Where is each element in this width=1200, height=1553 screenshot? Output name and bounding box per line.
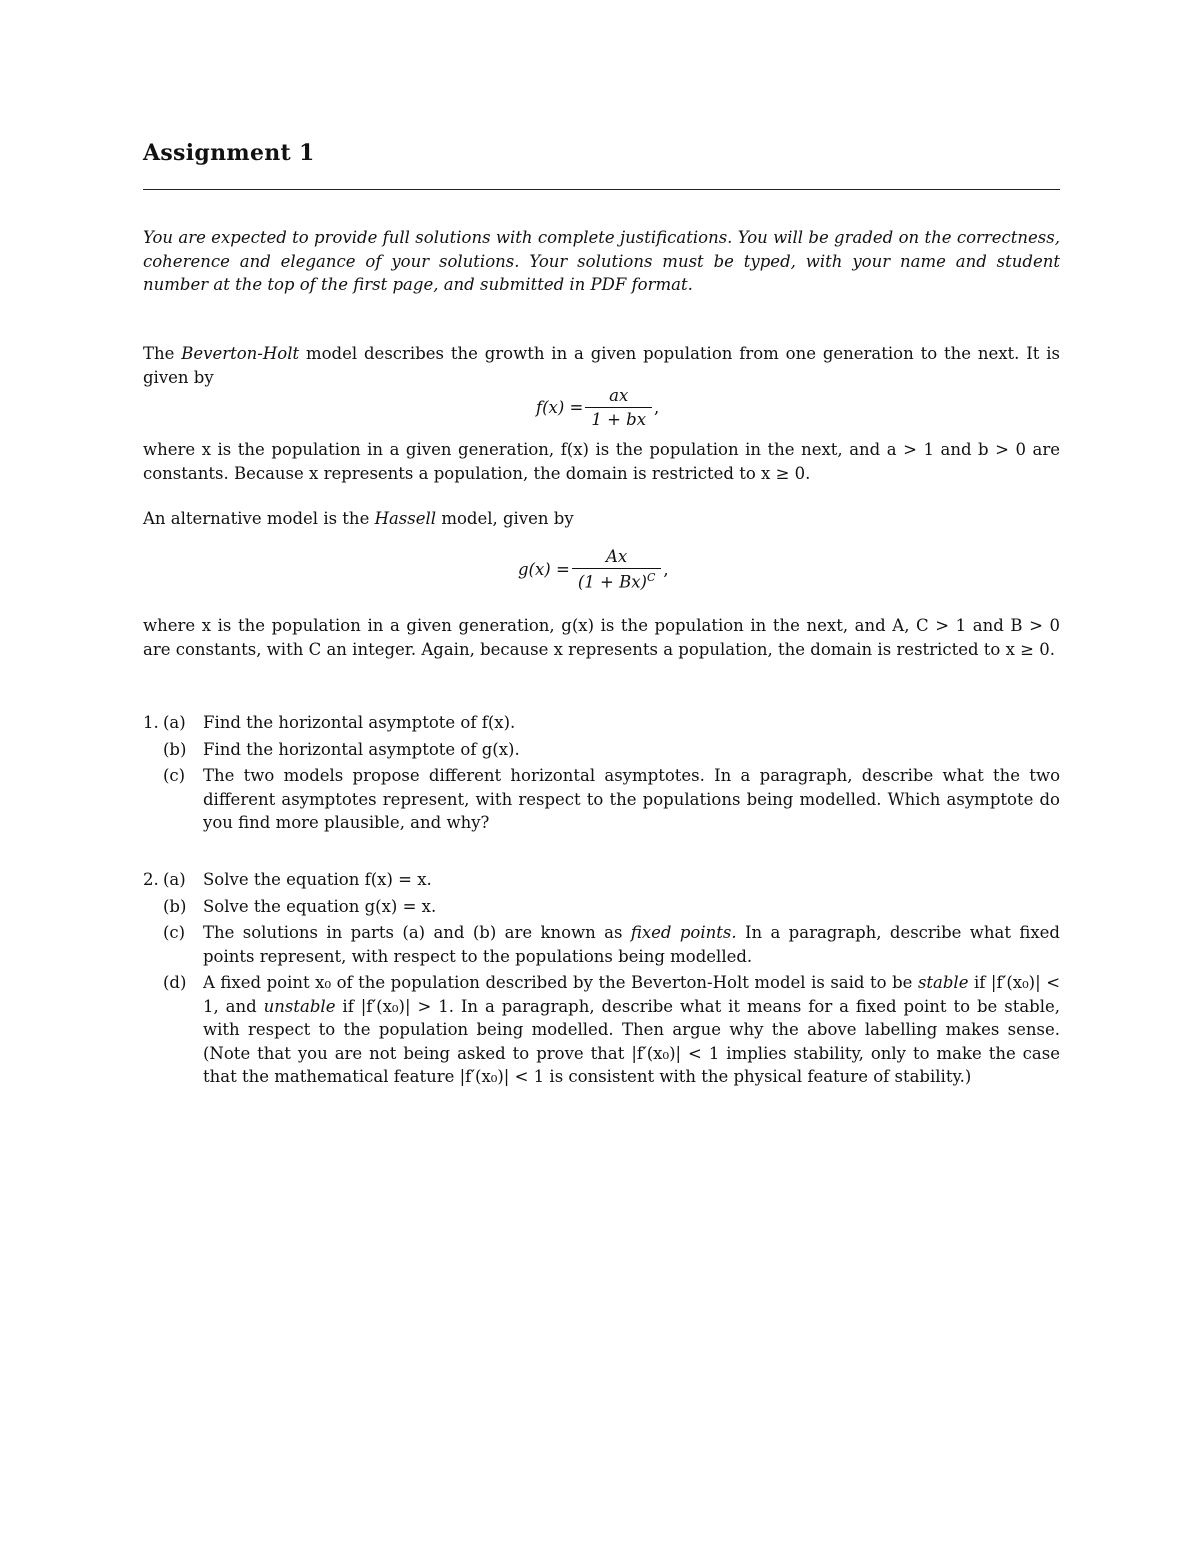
question-2d-mid: if |f′(x₀)| < 1, and (203, 973, 1061, 1016)
eq2-numerator: Ax (605, 547, 628, 566)
question-1b-label: (b) (163, 739, 187, 759)
hassell-description: where x is the population in a given generation, g(x) is the population in the next, and A, C > 1 and B > 0 are constants, with C an integer. Again, because x represents a population, the domain is restricted to x ≥ 0. (143, 616, 1060, 659)
eq2-fraction (572, 547, 662, 592)
stable-term: stable (917, 973, 969, 992)
question-1c (143, 764, 1060, 835)
question-1a-label: (a) (163, 713, 186, 732)
question-1a (143, 711, 1060, 735)
document-title: Assignment 1 (143, 140, 315, 166)
question-2c-label: (c) (163, 923, 186, 942)
question-2-body (143, 868, 1060, 1089)
instructions-paragraph: You are expected to provide full solutions with complete justifications. You will be graded on the correctness, coherence and elegance of your solutions. Your solutions must be typed, with your name and student number at the top of the first page, and submitted in PDF format. (143, 228, 1060, 294)
equation-beverton-holt (143, 386, 1060, 434)
eq1-denominator: 1 + bx (585, 407, 652, 429)
eq2-den-base: (1 + Bx) (577, 572, 647, 592)
question-2c-lead: The solutions in parts (a) and (b) are known as (203, 923, 623, 942)
question-2d (143, 971, 1060, 1089)
question-2b-label: (b) (163, 896, 187, 916)
bh-lead: The (143, 344, 175, 363)
eq1-lhs: f(x) = (536, 398, 584, 417)
bh-model-name: Beverton-Holt (181, 344, 300, 363)
question-2d-lead: A fixed point x₀ of the population described by the Beverton-Holt model is said to be (203, 973, 913, 992)
hassell-lead: An alternative model is the (143, 509, 370, 528)
question-2 (143, 868, 1060, 1089)
question-2d-rest: if |f′(x₀)| > 1. In a paragraph, describe what it means for a fixed point to be stable, with respect to the population being modelled. Then argue why the above labelling makes sense. (Note that you are not being asked to prove that |f′(x₀)| < 1 implies stability, only to make the case that the mathematical feature |f′(x₀)| < 1 is consistent with the physical feature of stability.) (203, 996, 1061, 1086)
beverton-holt-description: where x is the population in a given generation, f(x) is the population in the next, and a > 1 and b > 0 are constants. Because x represents a population, the domain is restricted to x ≥ 0. (143, 440, 1060, 483)
question-1 (143, 711, 1060, 835)
question-2a-label: (a) (163, 870, 186, 889)
title-divider (143, 189, 1060, 190)
hassell-rest: model, given by (441, 509, 574, 528)
equation-hassell (143, 547, 1060, 599)
eq2-lhs: g(x) = (518, 559, 570, 579)
eq2-denominator (572, 568, 662, 592)
question-1c-text: The two models propose different horizontal asymptotes. In a paragraph, describe what the two different asymptotes represent, with respect to the populations being modelled. Which asymptote do you find more plausible, and why? (203, 766, 1060, 832)
question-2a (143, 868, 1060, 892)
question-1b-text: Find the horizontal asymptote of g(x). (203, 739, 520, 759)
eq2-trail: , (663, 559, 669, 579)
eq1-trail: , (654, 398, 660, 417)
question-1a-text: Find the horizontal asymptote of f(x). (203, 713, 516, 732)
question-1-number: 1. (143, 713, 159, 732)
bh-rest: model describes the growth in a given population from one generation to the next. It is given by (143, 344, 1060, 387)
beverton-holt-intro (143, 342, 1060, 389)
eq1-fraction (585, 386, 652, 429)
question-2-number: 2. (143, 870, 159, 889)
hassell-intro (143, 507, 1060, 531)
question-1b (143, 738, 1060, 762)
question-2a-text: Solve the equation f(x) = x. (203, 870, 432, 889)
question-2b (143, 895, 1060, 919)
question-1-body (143, 711, 1060, 835)
question-2d-label: (d) (163, 973, 187, 992)
eq1-numerator: ax (609, 386, 629, 405)
question-2b-text: Solve the equation g(x) = x. (203, 896, 437, 916)
eq2-den-exponent: C (646, 571, 656, 584)
unstable-term: unstable (263, 996, 336, 1016)
question-2c-rest: In a paragraph, describe what fixed points represent, with respect to the populations being modelled. (203, 923, 1060, 966)
hassell-model-name: Hassell (374, 509, 437, 528)
question-2c (143, 921, 1060, 968)
question-1c-label: (c) (163, 766, 186, 785)
fixed-points-term: fixed points. (630, 923, 737, 942)
